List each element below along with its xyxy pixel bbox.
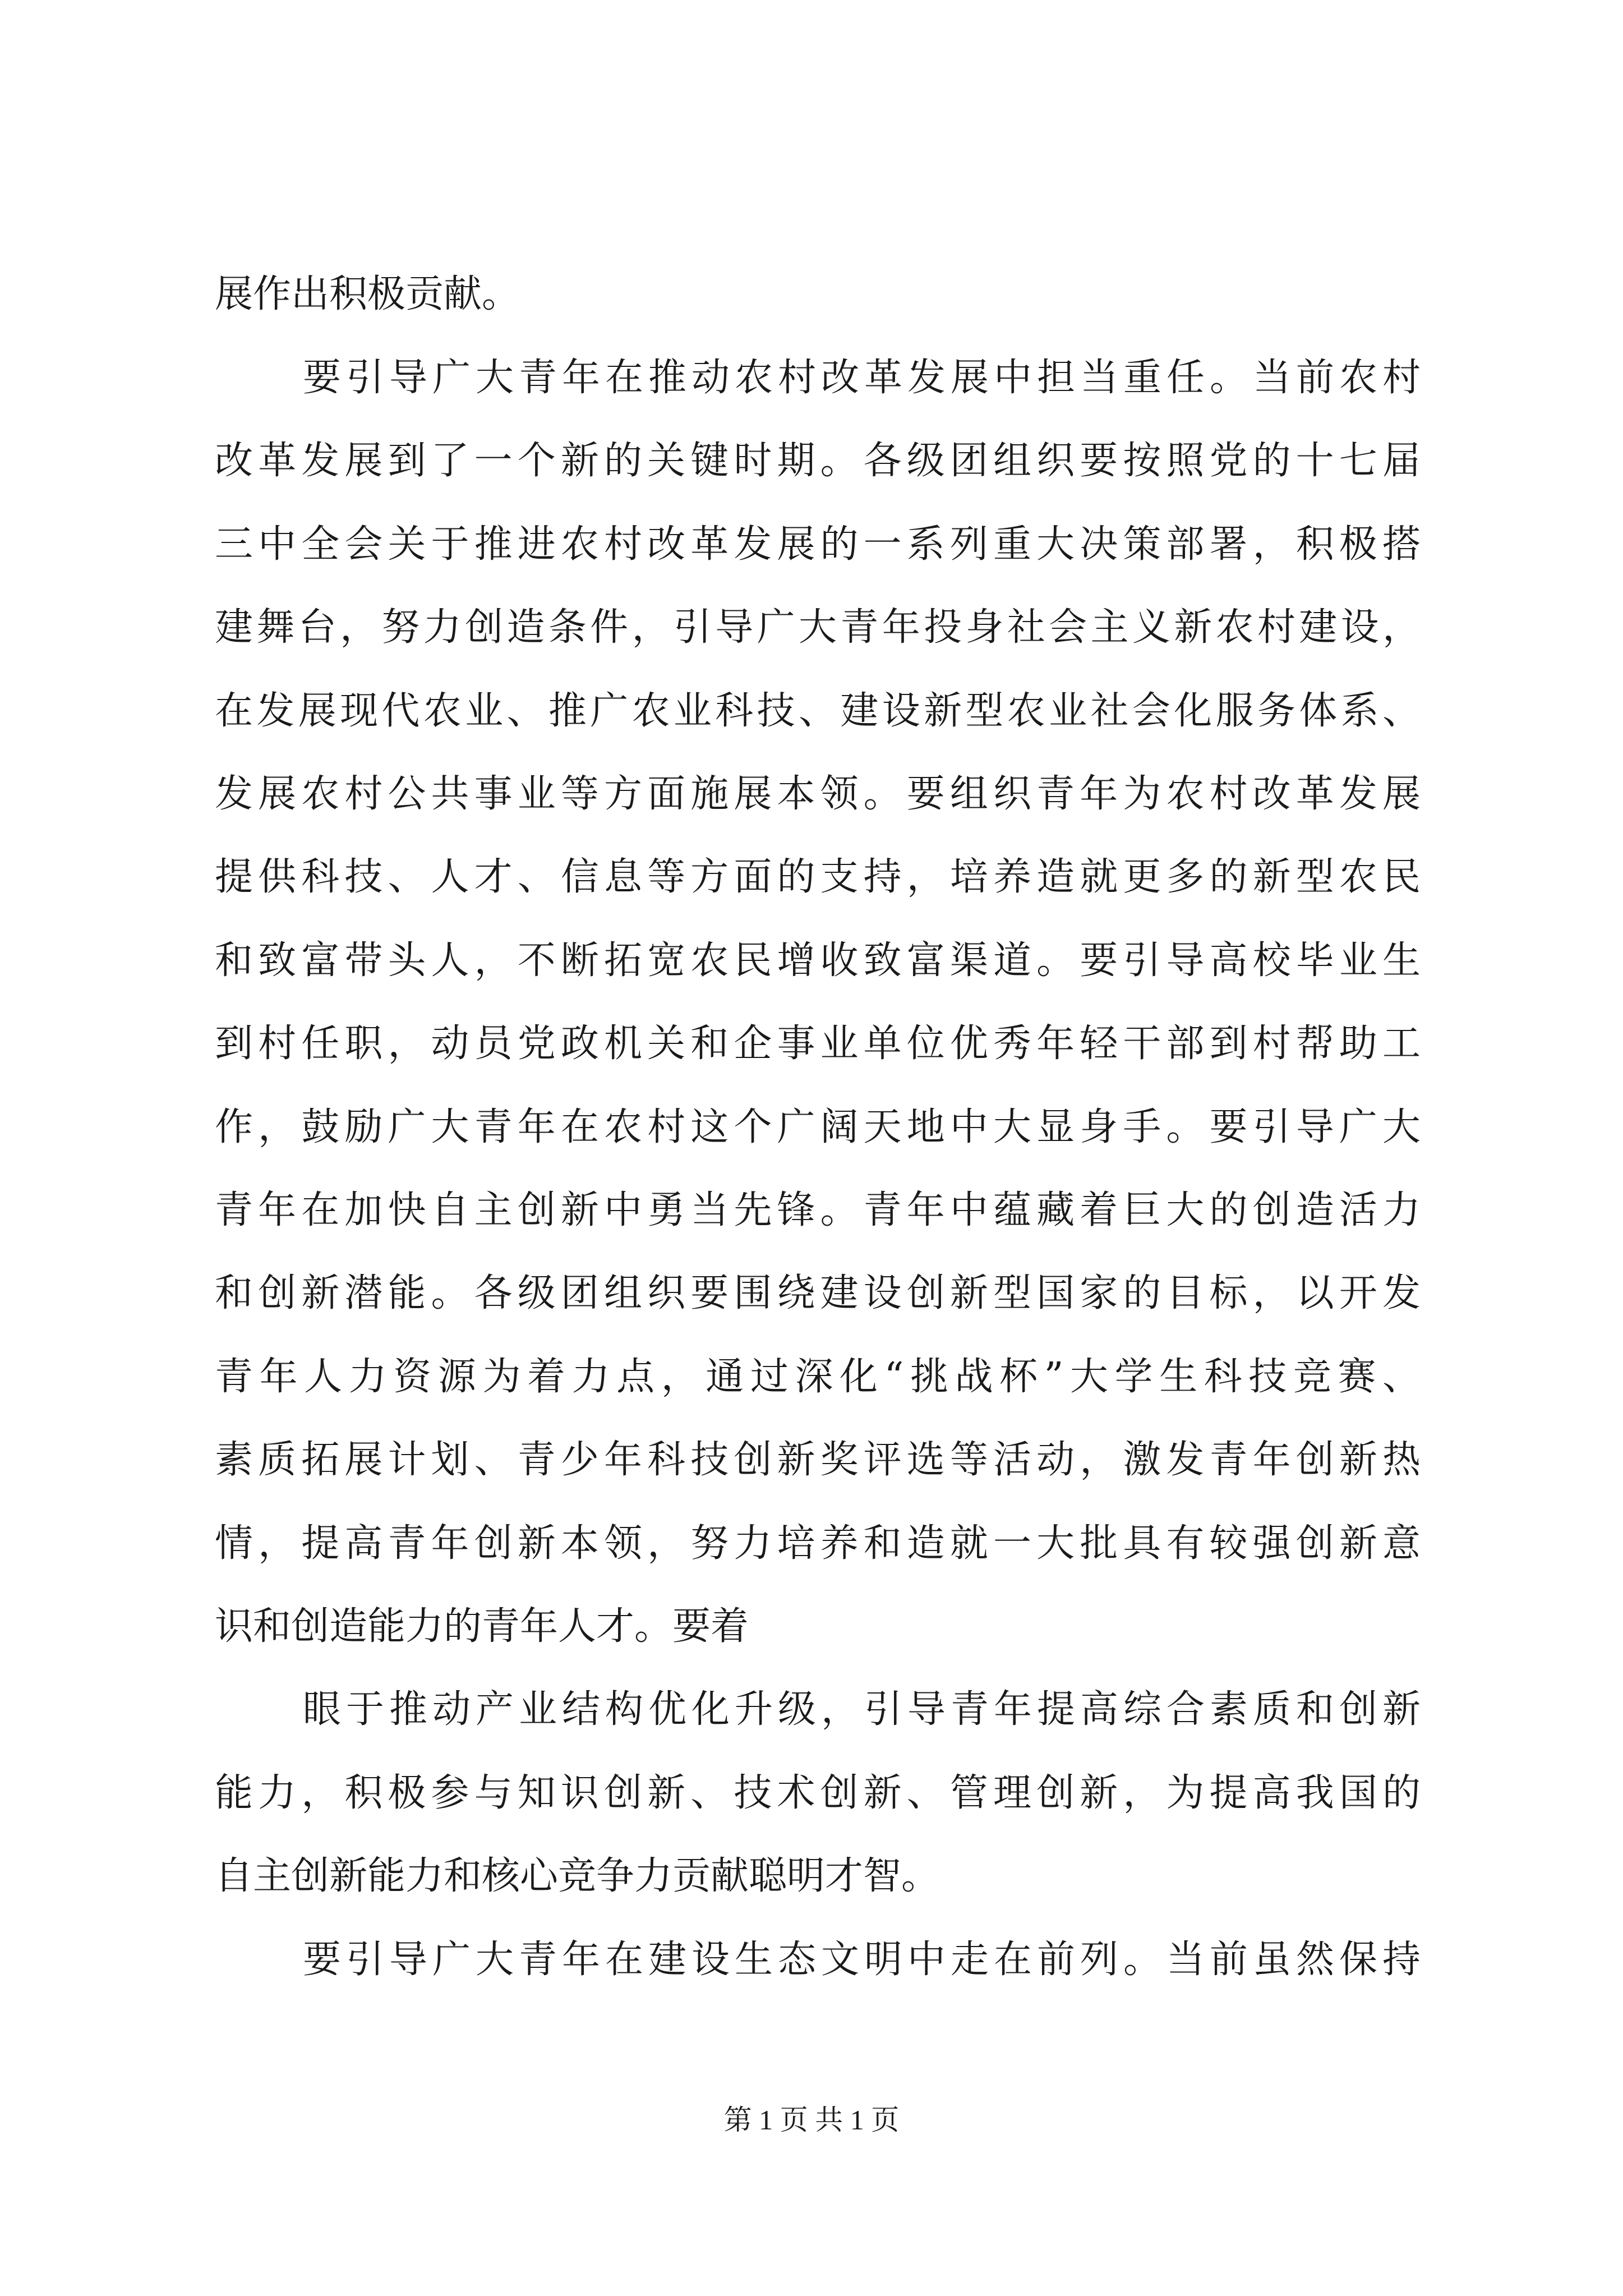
paragraph-first-line: 要引导广大青年在建设生态文明中走在前列。当前虽然保持 <box>303 1938 1421 1982</box>
text-line: 改革发展到了一个新的关键时期。各级团组织要按照党的十七届 <box>215 439 1421 483</box>
page-number-footer: 第 1 页 共 1 页 <box>723 2104 900 2136</box>
text-line: 在发展现代农业、推广农业科技、建设新型农业社会化服务体系、 <box>215 689 1421 733</box>
text-line: 建舞台，努力创造条件，引导广大青年投身社会主义新农村建设， <box>215 605 1421 650</box>
text-line: 到村任职，动员党政机关和企事业单位优秀年轻干部到村帮助工 <box>215 1022 1421 1066</box>
text-line: 能力，积极参与知识创新、技术创新、管理创新，为提高我国的 <box>215 1771 1421 1815</box>
text-line: 情，提高青年创新本领，努力培养和造就一大批具有较强创新意 <box>215 1521 1421 1566</box>
text-line: 展作出积极贡献。 <box>215 272 520 316</box>
paragraph-first-line: 要引导广大青年在推动农村改革发展中担当重任。当前农村 <box>303 356 1421 400</box>
paragraph-first-line: 眼于推动产业结构优化升级，引导青年提高综合素质和创新 <box>303 1687 1421 1732</box>
text-line: 识和创造能力的青年人才。要着 <box>215 1604 749 1649</box>
text-line: 自主创新能力和核心竞争力贡献聪明才智。 <box>215 1854 940 1898</box>
text-line: 青年人力资源为着力点，通过深化“挑战杯”大学生科技竞赛、 <box>215 1355 1421 1399</box>
text-line: 三中全会关于推进农村改革发展的一系列重大决策部署，积极搭 <box>215 522 1421 567</box>
text-line: 和创新潜能。各级团组织要围绕建设创新型国家的目标，以开发 <box>215 1271 1421 1315</box>
text-line: 作，鼓励广大青年在农村这个广阔天地中大显身手。要引导广大 <box>215 1105 1421 1149</box>
text-line: 提供科技、人才、信息等方面的支持，培养造就更多的新型农民 <box>215 855 1421 899</box>
text-line: 和致富带头人，不断拓宽农民增收致富渠道。要引导高校毕业生 <box>215 938 1421 983</box>
text-line: 青年在加快自主创新中勇当先锋。青年中蕴藏着巨大的创造活力 <box>215 1188 1421 1232</box>
text-line: 发展农村公共事业等方面施展本领。要组织青年为农村改革发展 <box>215 772 1421 816</box>
text-line: 素质拓展计划、青少年科技创新奖评选等活动，激发青年创新热 <box>215 1438 1421 1482</box>
